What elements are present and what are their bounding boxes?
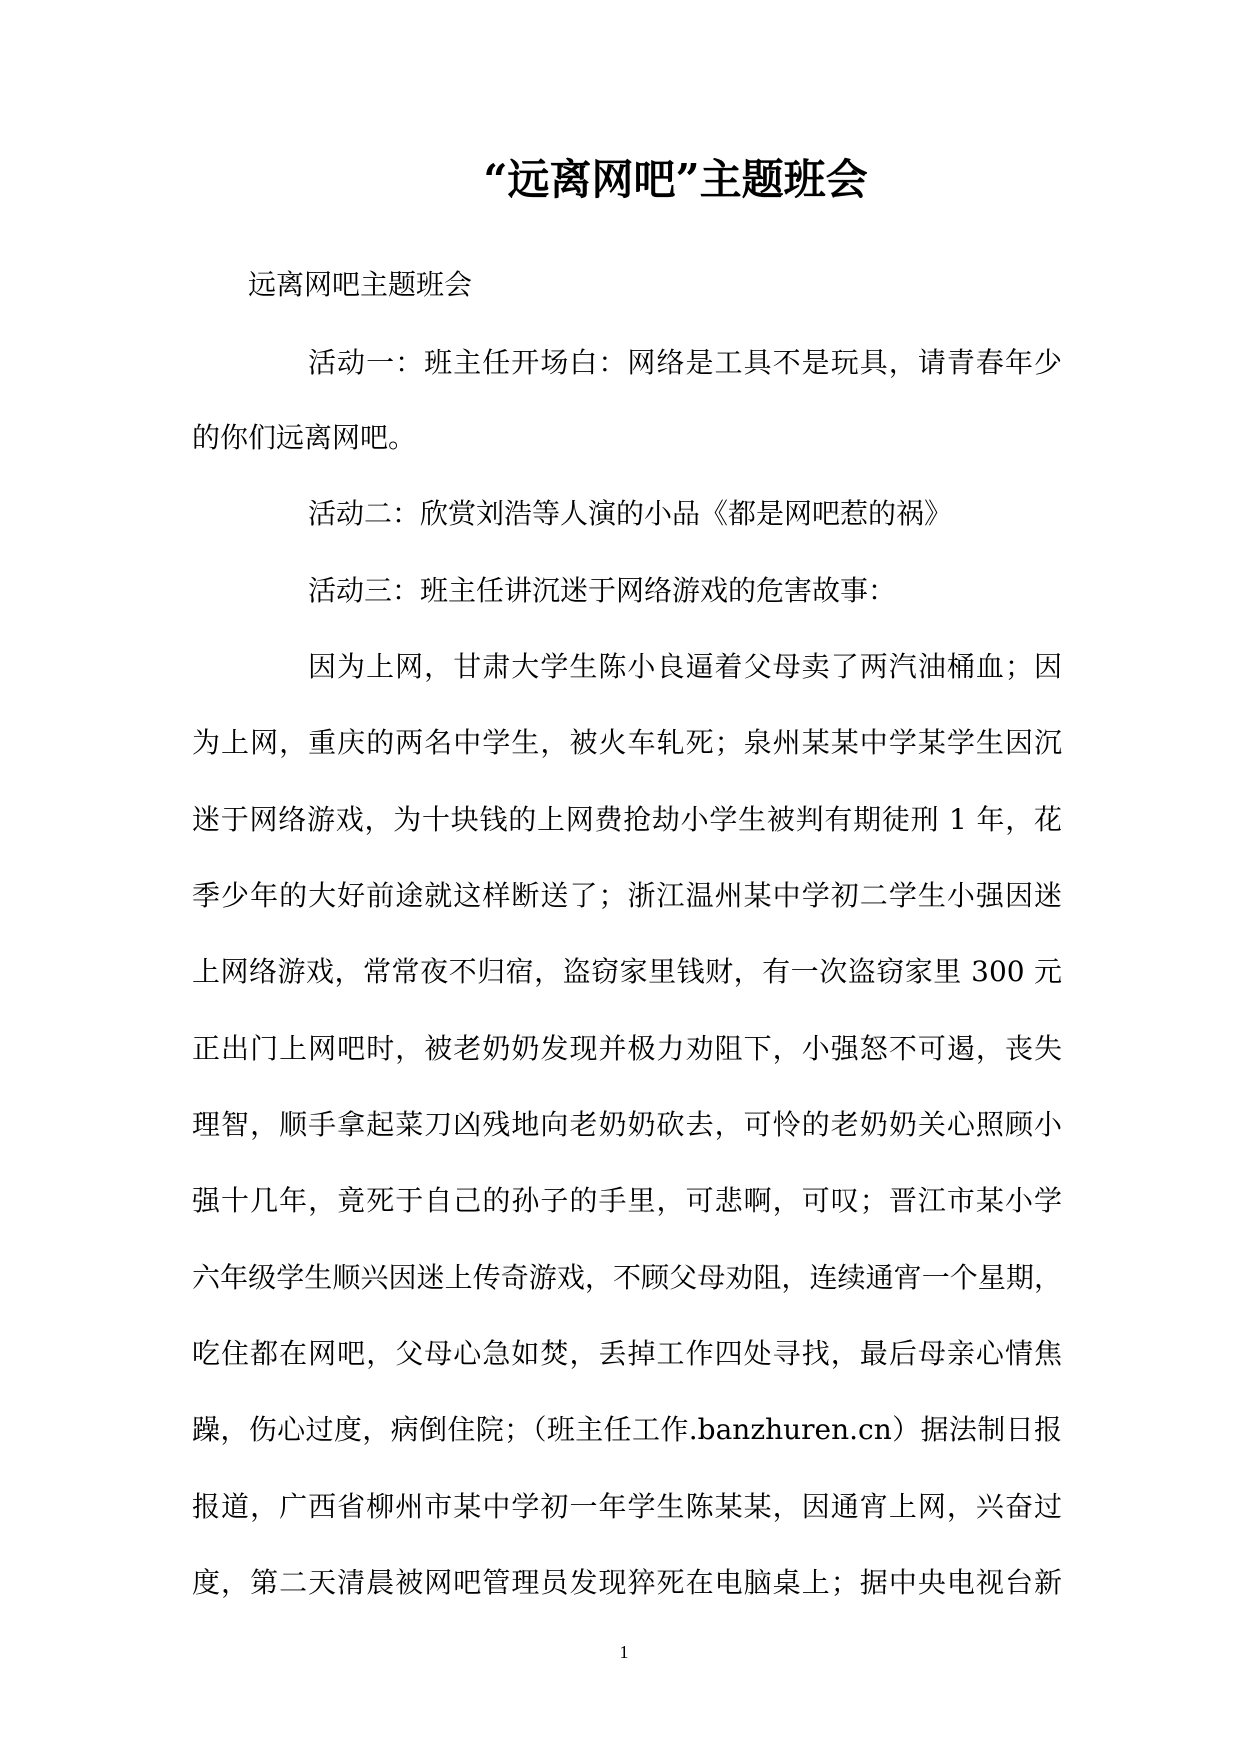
story-paragraph-line: 因为上网，甘肃大学生陈小良逼着父母卖了两汽油桶血；因: [308, 650, 1062, 683]
story-paragraph-line: 躁，伤心过度，病倒住院；（班主任工作.banzhuren.cn）据法制日报: [192, 1413, 1062, 1446]
story-paragraph-line: 理智，顺手拿起菜刀凶残地向老奶奶砍去，可怜的老奶奶关心照顾小: [192, 1108, 1062, 1141]
story-paragraph-line: 季少年的大好前途就这样断送了；浙江温州某中学初二学生小强因迷: [192, 879, 1062, 912]
story-paragraph-line: 报道，广西省柳州市某中学初一年学生陈某某，因通宵上网，兴奋过: [192, 1490, 1062, 1523]
story-paragraph-line: 强十几年，竟死于自己的孙子的手里，可悲啊，可叹；晋江市某小学: [192, 1184, 1062, 1217]
page-number: 1: [619, 1642, 629, 1662]
activity-three-line: 活动三：班主任讲沉迷于网络游戏的危害故事：: [308, 574, 897, 607]
story-paragraph-line: 度，第二天清晨被网吧管理员发现猝死在电脑桌上；据中央电视台新: [192, 1566, 1062, 1599]
activity-one-line: 活动一：班主任开场白：网络是工具不是玩具，请青春年少: [308, 346, 1062, 379]
story-paragraph-line: 吃住都在网吧，父母心急如焚，丢掉工作四处寻找，最后母亲心情焦: [192, 1337, 1062, 1370]
story-paragraph-line: 六年级学生顺兴因迷上传奇游戏，不顾父母劝阻，连续通宵一个星期，: [192, 1261, 1062, 1294]
section-heading: 远离网吧主题班会: [248, 268, 473, 301]
activity-two-line: 活动二：欣赏刘浩等人演的小品《都是网吧惹的祸》: [308, 497, 953, 530]
story-paragraph-line: 为上网，重庆的两名中学生，被火车轧死；泉州某某中学某学生因沉: [192, 726, 1062, 759]
activity-one-line: 的你们远离网吧。: [192, 421, 417, 454]
document-title: “远离网吧”主题班会: [483, 155, 868, 204]
story-paragraph-line: 正出门上网吧时，被老奶奶发现并极力劝阻下，小强怒不可遏，丧失: [192, 1032, 1062, 1065]
story-paragraph-line: 迷于网络游戏，为十块钱的上网费抢劫小学生被判有期徒刑 1 年，花: [192, 803, 1062, 836]
story-paragraph-line: 上网络游戏，常常夜不归宿，盗窃家里钱财，有一次盗窃家里 300 元: [192, 955, 1062, 988]
